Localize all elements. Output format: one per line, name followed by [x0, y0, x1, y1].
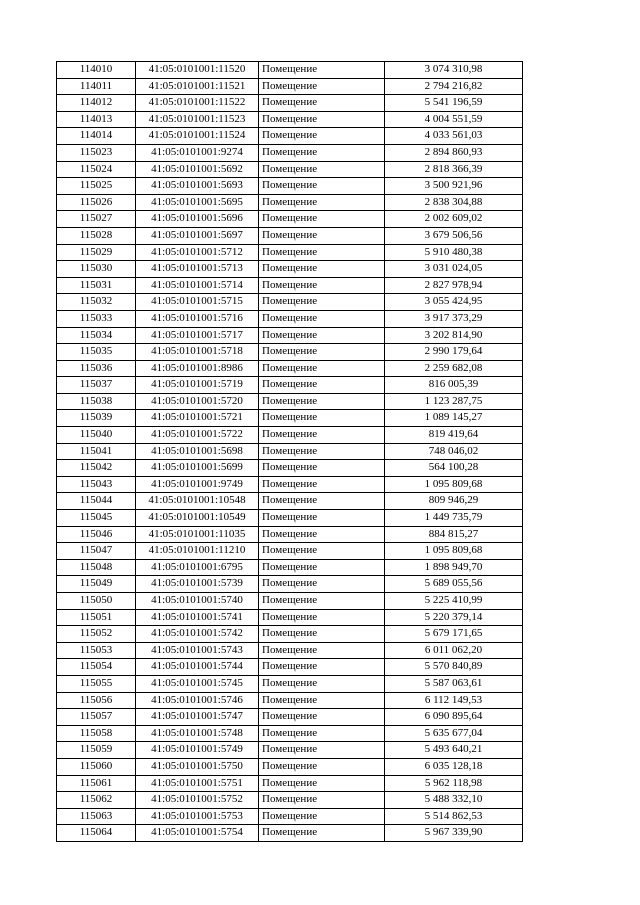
cadastral-value-cell: 1 095 809,68 [385, 543, 523, 560]
object-type-cell: Помещение [259, 360, 385, 377]
row-number-cell: 115064 [57, 825, 136, 842]
cadastral-number-cell: 41:05:0101001:5719 [136, 377, 259, 394]
table-row [57, 111, 523, 128]
row-number-cell: 115029 [57, 244, 136, 261]
object-type-cell: Помещение [259, 593, 385, 610]
row-number-cell: 115043 [57, 476, 136, 493]
object-type-cell: Помещение [259, 659, 385, 676]
cadastral-number-cell: 41:05:0101001:11523 [136, 111, 259, 128]
object-type-cell: Помещение [259, 510, 385, 527]
cadastral-number-cell: 41:05:0101001:5714 [136, 277, 259, 294]
object-type-cell: Помещение [259, 493, 385, 510]
row-number-cell: 115045 [57, 510, 136, 527]
cadastral-value-cell: 5 541 196,59 [385, 95, 523, 112]
object-type-cell: Помещение [259, 294, 385, 311]
cadastral-value-cell: 1 089 145,27 [385, 410, 523, 427]
row-number-cell: 115039 [57, 410, 136, 427]
cadastral-value-cell: 1 898 949,70 [385, 559, 523, 576]
object-type-cell: Помещение [259, 377, 385, 394]
row-number-cell: 115031 [57, 277, 136, 294]
object-type-cell: Помещение [259, 261, 385, 278]
row-number-cell: 114011 [57, 78, 136, 95]
cadastral-number-cell: 41:05:0101001:5750 [136, 758, 259, 775]
cadastral-value-cell: 5 514 862,53 [385, 808, 523, 825]
object-type-cell: Помещение [259, 758, 385, 775]
table-row [57, 675, 523, 692]
cadastral-value-cell: 2 894 860,93 [385, 144, 523, 161]
cadastral-number-cell: 41:05:0101001:5751 [136, 775, 259, 792]
cadastral-number-cell: 41:05:0101001:5696 [136, 211, 259, 228]
object-type-cell: Помещение [259, 460, 385, 477]
table-row [57, 709, 523, 726]
cadastral-value-cell: 6 011 062,20 [385, 642, 523, 659]
table-row [57, 692, 523, 709]
row-number-cell: 115024 [57, 161, 136, 178]
cadastral-number-cell: 41:05:0101001:5721 [136, 410, 259, 427]
cadastral-value-cell: 3 074 310,98 [385, 62, 523, 79]
object-type-cell: Помещение [259, 144, 385, 161]
table-row [57, 393, 523, 410]
cadastral-value-cell: 819 419,64 [385, 427, 523, 444]
table-row [57, 626, 523, 643]
table-row [57, 327, 523, 344]
table-row [57, 227, 523, 244]
table-row [57, 825, 523, 842]
row-number-cell: 115056 [57, 692, 136, 709]
row-number-cell: 115057 [57, 709, 136, 726]
cadastral-value-cell: 748 046,02 [385, 443, 523, 460]
cadastral-number-cell: 41:05:0101001:5716 [136, 310, 259, 327]
object-type-cell: Помещение [259, 95, 385, 112]
row-number-cell: 115032 [57, 294, 136, 311]
table-row [57, 261, 523, 278]
object-type-cell: Помещение [259, 111, 385, 128]
row-number-cell: 115040 [57, 427, 136, 444]
table-row [57, 78, 523, 95]
table-row [57, 725, 523, 742]
object-type-cell: Помещение [259, 775, 385, 792]
cadastral-number-cell: 41:05:0101001:10549 [136, 510, 259, 527]
row-number-cell: 115053 [57, 642, 136, 659]
object-type-cell: Помещение [259, 808, 385, 825]
cadastral-number-cell: 41:05:0101001:5693 [136, 178, 259, 195]
table-row [57, 244, 523, 261]
object-type-cell: Помещение [259, 310, 385, 327]
cadastral-number-cell: 41:05:0101001:5744 [136, 659, 259, 676]
cadastral-number-cell: 41:05:0101001:5741 [136, 609, 259, 626]
cadastral-number-cell: 41:05:0101001:5746 [136, 692, 259, 709]
object-type-cell: Помещение [259, 194, 385, 211]
cadastral-number-cell: 41:05:0101001:5718 [136, 344, 259, 361]
cadastral-number-cell: 41:05:0101001:5692 [136, 161, 259, 178]
table-row [57, 194, 523, 211]
cadastral-number-cell: 41:05:0101001:5748 [136, 725, 259, 742]
cadastral-number-cell: 41:05:0101001:5722 [136, 427, 259, 444]
row-number-cell: 114010 [57, 62, 136, 79]
cadastral-value-cell: 5 225 410,99 [385, 593, 523, 610]
table-row [57, 659, 523, 676]
table-row [57, 144, 523, 161]
cadastral-number-cell: 41:05:0101001:5699 [136, 460, 259, 477]
cadastral-number-cell: 41:05:0101001:5749 [136, 742, 259, 759]
cadastral-number-cell: 41:05:0101001:5745 [136, 675, 259, 692]
cadastral-value-cell: 3 500 921,96 [385, 178, 523, 195]
table-row [57, 758, 523, 775]
object-type-cell: Помещение [259, 576, 385, 593]
cadastral-value-cell: 2 990 179,64 [385, 344, 523, 361]
object-type-cell: Помещение [259, 609, 385, 626]
table-row [57, 742, 523, 759]
row-number-cell: 115048 [57, 559, 136, 576]
table-row [57, 510, 523, 527]
row-number-cell: 114013 [57, 111, 136, 128]
object-type-cell: Помещение [259, 344, 385, 361]
object-type-cell: Помещение [259, 626, 385, 643]
cadastral-value-cell: 2 794 216,82 [385, 78, 523, 95]
cadastral-number-cell: 41:05:0101001:5740 [136, 593, 259, 610]
object-type-cell: Помещение [259, 211, 385, 228]
table-row [57, 526, 523, 543]
cadastral-number-cell: 41:05:0101001:5720 [136, 393, 259, 410]
object-type-cell: Помещение [259, 543, 385, 560]
object-type-cell: Помещение [259, 410, 385, 427]
table-row [57, 377, 523, 394]
row-number-cell: 115055 [57, 675, 136, 692]
cadastral-value-cell: 5 962 118,98 [385, 775, 523, 792]
row-number-cell: 114014 [57, 128, 136, 145]
cadastral-value-cell: 3 055 424,95 [385, 294, 523, 311]
cadastral-number-cell: 41:05:0101001:5754 [136, 825, 259, 842]
cadastral-value-cell: 6 112 149,53 [385, 692, 523, 709]
table-row [57, 294, 523, 311]
row-number-cell: 115051 [57, 609, 136, 626]
cadastral-number-cell: 41:05:0101001:8986 [136, 360, 259, 377]
table-row [57, 310, 523, 327]
row-number-cell: 115046 [57, 526, 136, 543]
cadastral-value-cell: 5 967 339,90 [385, 825, 523, 842]
table-row [57, 443, 523, 460]
row-number-cell: 115033 [57, 310, 136, 327]
row-number-cell: 115037 [57, 377, 136, 394]
cadastral-number-cell: 41:05:0101001:5752 [136, 792, 259, 809]
table-row [57, 543, 523, 560]
object-type-cell: Помещение [259, 78, 385, 95]
cadastral-number-cell: 41:05:0101001:11524 [136, 128, 259, 145]
row-number-cell: 115028 [57, 227, 136, 244]
object-type-cell: Помещение [259, 178, 385, 195]
cadastral-value-cell: 884 815,27 [385, 526, 523, 543]
object-type-cell: Помещение [259, 128, 385, 145]
table-row [57, 410, 523, 427]
cadastral-number-cell: 41:05:0101001:5742 [136, 626, 259, 643]
table-row [57, 642, 523, 659]
cadastral-number-cell: 41:05:0101001:5717 [136, 327, 259, 344]
cadastral-number-cell: 41:05:0101001:11521 [136, 78, 259, 95]
table-row [57, 460, 523, 477]
cadastral-value-cell: 5 493 640,21 [385, 742, 523, 759]
cadastral-value-cell: 809 946,29 [385, 493, 523, 510]
row-number-cell: 115047 [57, 543, 136, 560]
cadastral-value-cell: 5 679 171,65 [385, 626, 523, 643]
row-number-cell: 115038 [57, 393, 136, 410]
object-type-cell: Помещение [259, 244, 385, 261]
cadastral-value-cell: 6 090 895,64 [385, 709, 523, 726]
row-number-cell: 115027 [57, 211, 136, 228]
cadastral-number-cell: 41:05:0101001:5747 [136, 709, 259, 726]
object-type-cell: Помещение [259, 62, 385, 79]
row-number-cell: 115036 [57, 360, 136, 377]
table-row [57, 360, 523, 377]
object-type-cell: Помещение [259, 393, 385, 410]
row-number-cell: 115042 [57, 460, 136, 477]
cadastral-value-cell: 816 005,39 [385, 377, 523, 394]
cadastral-number-cell: 41:05:0101001:5715 [136, 294, 259, 311]
row-number-cell: 115060 [57, 758, 136, 775]
object-type-cell: Помещение [259, 526, 385, 543]
cadastral-number-cell: 41:05:0101001:5739 [136, 576, 259, 593]
cadastral-value-cell: 5 220 379,14 [385, 609, 523, 626]
cadastral-value-cell: 5 488 332,10 [385, 792, 523, 809]
row-number-cell: 115034 [57, 327, 136, 344]
table-row [57, 344, 523, 361]
object-type-cell: Помещение [259, 443, 385, 460]
table-row [57, 808, 523, 825]
cadastral-number-cell: 41:05:0101001:6795 [136, 559, 259, 576]
object-type-cell: Помещение [259, 792, 385, 809]
property-table [56, 61, 523, 842]
object-type-cell: Помещение [259, 427, 385, 444]
cadastral-value-cell: 6 035 128,18 [385, 758, 523, 775]
table-row [57, 559, 523, 576]
cadastral-value-cell: 4 033 561,03 [385, 128, 523, 145]
object-type-cell: Помещение [259, 227, 385, 244]
cadastral-value-cell: 1 123 287,75 [385, 393, 523, 410]
cadastral-value-cell: 2 002 609,02 [385, 211, 523, 228]
cadastral-number-cell: 41:05:0101001:9749 [136, 476, 259, 493]
row-number-cell: 115061 [57, 775, 136, 792]
cadastral-value-cell: 4 004 551,59 [385, 111, 523, 128]
row-number-cell: 115049 [57, 576, 136, 593]
cadastral-value-cell: 2 827 978,94 [385, 277, 523, 294]
table-row [57, 576, 523, 593]
cadastral-number-cell: 41:05:0101001:5713 [136, 261, 259, 278]
cadastral-number-cell: 41:05:0101001:5698 [136, 443, 259, 460]
table-row [57, 775, 523, 792]
object-type-cell: Помещение [259, 327, 385, 344]
cadastral-value-cell: 3 031 024,05 [385, 261, 523, 278]
table-row [57, 128, 523, 145]
row-number-cell: 115044 [57, 493, 136, 510]
object-type-cell: Помещение [259, 692, 385, 709]
object-type-cell: Помещение [259, 559, 385, 576]
cadastral-value-cell: 5 689 055,56 [385, 576, 523, 593]
table-row [57, 62, 523, 79]
cadastral-value-cell: 564 100,28 [385, 460, 523, 477]
cadastral-value-cell: 2 818 366,39 [385, 161, 523, 178]
row-number-cell: 115035 [57, 344, 136, 361]
row-number-cell: 115054 [57, 659, 136, 676]
table-row [57, 427, 523, 444]
table-row [57, 493, 523, 510]
cadastral-value-cell: 3 679 506,56 [385, 227, 523, 244]
cadastral-number-cell: 41:05:0101001:11210 [136, 543, 259, 560]
cadastral-number-cell: 41:05:0101001:5712 [136, 244, 259, 261]
table-row [57, 95, 523, 112]
cadastral-number-cell: 41:05:0101001:10548 [136, 493, 259, 510]
cadastral-number-cell: 41:05:0101001:5743 [136, 642, 259, 659]
cadastral-value-cell: 3 202 814,90 [385, 327, 523, 344]
table-row [57, 792, 523, 809]
table-row [57, 593, 523, 610]
cadastral-value-cell: 2 259 682,08 [385, 360, 523, 377]
row-number-cell: 115030 [57, 261, 136, 278]
cadastral-value-cell: 5 587 063,61 [385, 675, 523, 692]
row-number-cell: 115050 [57, 593, 136, 610]
object-type-cell: Помещение [259, 642, 385, 659]
object-type-cell: Помещение [259, 675, 385, 692]
cadastral-value-cell: 1 095 809,68 [385, 476, 523, 493]
cadastral-value-cell: 5 635 677,04 [385, 725, 523, 742]
cadastral-value-cell: 5 910 480,38 [385, 244, 523, 261]
cadastral-value-cell: 1 449 735,79 [385, 510, 523, 527]
cadastral-number-cell: 41:05:0101001:5697 [136, 227, 259, 244]
table-body [57, 62, 523, 842]
object-type-cell: Помещение [259, 161, 385, 178]
row-number-cell: 115052 [57, 626, 136, 643]
row-number-cell: 114012 [57, 95, 136, 112]
cadastral-number-cell: 41:05:0101001:11520 [136, 62, 259, 79]
row-number-cell: 115063 [57, 808, 136, 825]
table-row [57, 277, 523, 294]
cadastral-value-cell: 2 838 304,88 [385, 194, 523, 211]
table-row [57, 211, 523, 228]
row-number-cell: 115062 [57, 792, 136, 809]
row-number-cell: 115041 [57, 443, 136, 460]
row-number-cell: 115025 [57, 178, 136, 195]
table-row [57, 476, 523, 493]
cadastral-value-cell: 5 570 840,89 [385, 659, 523, 676]
object-type-cell: Помещение [259, 725, 385, 742]
cadastral-number-cell: 41:05:0101001:5695 [136, 194, 259, 211]
cadastral-number-cell: 41:05:0101001:9274 [136, 144, 259, 161]
cadastral-value-cell: 3 917 373,29 [385, 310, 523, 327]
object-type-cell: Помещение [259, 742, 385, 759]
object-type-cell: Помещение [259, 825, 385, 842]
row-number-cell: 115026 [57, 194, 136, 211]
table-row [57, 609, 523, 626]
cadastral-number-cell: 41:05:0101001:11035 [136, 526, 259, 543]
table-row [57, 161, 523, 178]
row-number-cell: 115059 [57, 742, 136, 759]
row-number-cell: 115058 [57, 725, 136, 742]
cadastral-number-cell: 41:05:0101001:11522 [136, 95, 259, 112]
cadastral-number-cell: 41:05:0101001:5753 [136, 808, 259, 825]
object-type-cell: Помещение [259, 277, 385, 294]
table-row [57, 178, 523, 195]
object-type-cell: Помещение [259, 709, 385, 726]
object-type-cell: Помещение [259, 476, 385, 493]
row-number-cell: 115023 [57, 144, 136, 161]
